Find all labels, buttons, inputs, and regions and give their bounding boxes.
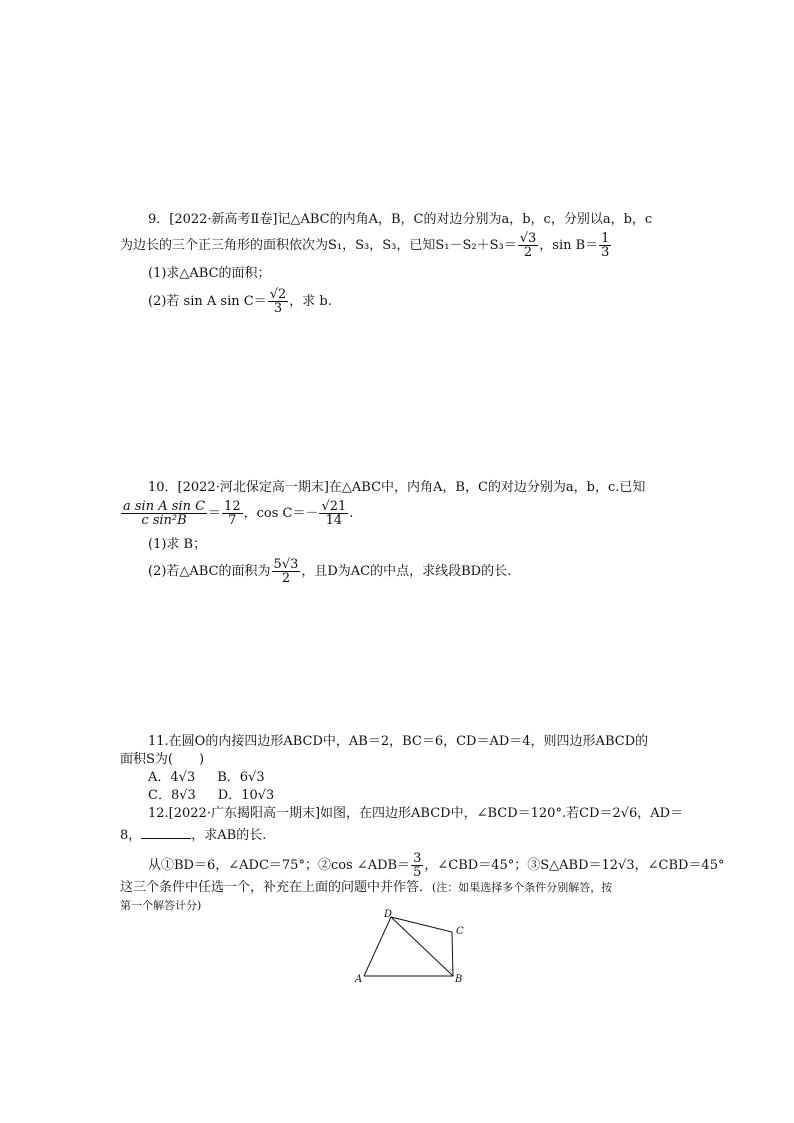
q10-frac1: $\frac{\text{a sin A sin C}}{\text{c sin²B}}$ [123,499,206,528]
q9-frac1: $\frac{√3}{2}$ [519,231,537,260]
q10-part2-frac: $\frac{5√3}{2}$ [273,557,299,586]
q11-options-row2 [148,788,274,804]
q9-line2-mid: ，sin B＝ [539,238,599,253]
q10-frac2: $\frac{12}{7}$ [224,499,241,528]
q12-note2: 第一个解答计分) [120,899,202,912]
q9-part2: (2)若 sin A sin C＝ $\frac{√2}{3}$ ，求 b. [148,287,332,316]
figure-label-c: C [456,926,464,937]
q11-options-row1 [148,770,265,786]
q10-part2: (2)若△ABC的面积为 $\frac{5√3}{2}$ ，且D为AC的中点，求线段BD的长. [148,557,512,586]
q10-frac3: $\frac{√21}{14}$ [321,499,347,528]
q9-line2-text: 为边长的三个正三角形的面积依次为S₁，S₃，S₃，已知S₁－S₂＋S₃＝ [120,238,517,253]
figure-label-b: B [455,974,463,985]
q12-blank [141,826,191,839]
q9-line2 [120,232,612,259]
figure-diagonal-bd [391,917,453,976]
q9-frac2: $\frac{1}{3}$ [601,231,610,260]
figure-label-a: A [355,974,363,985]
q12-note1: (注：如果选择多个条件分别解答，按 [432,881,613,894]
q12-line3: 从①BD＝6，∠ADC＝75°；②cos ∠ADB＝ $\frac{3}{5}$ ，∠CBD＝45°；③S△ABD＝12√3，∠CBD＝45° [148,851,725,880]
q10-line1: 10．[2022·河北保定高一期末]在△ABC中，内角A，B，C的对边分别为a，b，c.已知 [148,480,646,495]
q11-option-b: B．6√3 [217,770,265,785]
figure-label-d: D [384,909,393,920]
figure-outline [364,917,453,976]
q9-line1: 9．[2022·新高考Ⅱ卷]记△ABC的内角A，B，C的对边分别为a，b，c，分别以a，b，c [148,212,653,227]
q10-line2: $\frac{\text{a sin A sin C}}{\text{c sin²B}}$ ＝ $\frac{12}{7}$ ，cos C＝－ $\frac{√21}{14}$ . [123,499,354,528]
q11-option-d: D．10√3 [217,788,275,803]
q11-option-c: C．8√3 [148,788,196,803]
q10-part1: (1)求 B； [148,537,207,552]
q12-frac: $\frac{3}{5}$ [413,851,422,880]
q11-line2: 面积S为( ) [120,752,205,767]
q9-part2-frac: $\frac{√2}{3}$ [269,287,287,316]
q12-line2: 8， ，求AB的长. [120,828,267,843]
q12-line4: 这三个条件中任选一个，补充在上面的问题中并作答．(注：如果选择多个条件分别解答，按 [120,880,613,895]
q11-line1: 11.在圆O的内接四边形ABCD中，AB＝2，BC＝6，CD＝AD＝4，则四边形ABCD的 [148,734,649,749]
q11-option-a: A．4√3 [148,770,196,785]
q9-part1: (1)求△ABC的面积； [148,266,271,281]
q12-line1: 12.[2022·广东揭阳高一期末]如图，在四边形ABCD中，∠BCD＝120°.若CD＝2√6，AD＝ [148,806,684,821]
quadrilateral-figure [350,908,470,988]
